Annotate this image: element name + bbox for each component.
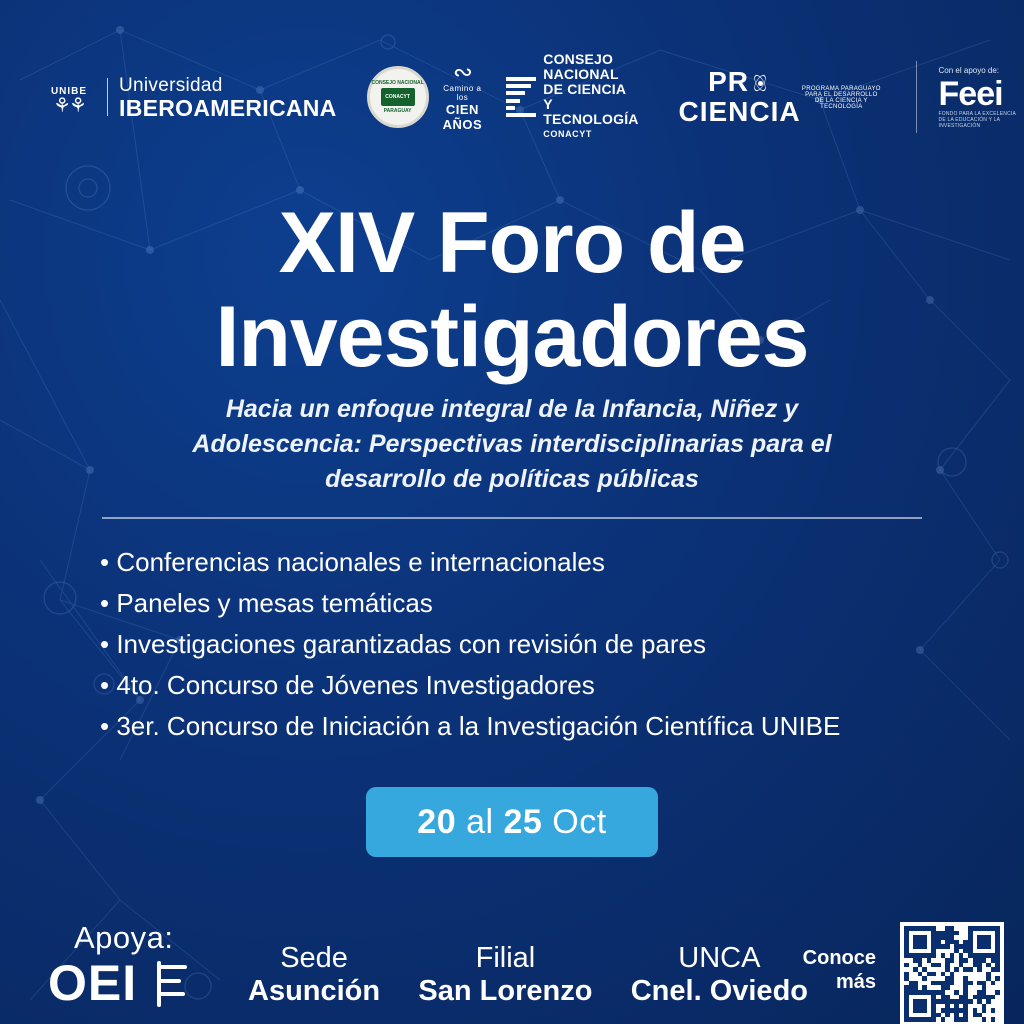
unibe-glyph-icon: ⚘⚘ xyxy=(53,95,85,117)
unibe-mark-label: UNIBE xyxy=(50,86,88,97)
unibe-mark-icon xyxy=(42,78,96,116)
page-title: XIV Foro de Investigadores xyxy=(215,195,809,385)
conacyt-line2: DE CIENCIA xyxy=(543,81,627,97)
conacyt-bars-icon xyxy=(506,77,536,117)
date-connector: al xyxy=(466,802,494,841)
page-subtitle: Hacia un enfoque integral de la Infancia, Niñez y Adolescencia: Perspectivas interdisciplinarias para el desarrollo de políticas públicas xyxy=(192,395,832,493)
feei-wordmark: Feei xyxy=(938,74,1003,113)
list-item-label: Conferencias nacionales e internacionales xyxy=(116,547,605,577)
horizontal-divider xyxy=(102,517,922,519)
feei-subtitle: FONDO PARA LA EXCELENCIA DE LA EDUCACIÓN Y LA INVESTIGACIÓN xyxy=(938,110,1016,129)
list-item: • Conferencias nacionales e internacionales xyxy=(100,547,605,577)
oei-mark-icon xyxy=(145,959,191,1007)
campus-line2: Asunción xyxy=(248,975,381,1007)
qr-caption xyxy=(780,946,876,994)
list-item: • Investigaciones garantizadas con revisión de pares xyxy=(100,629,707,659)
seal-top-text: CONSEJO NACIONAL xyxy=(371,80,424,86)
campus-line2: Cnel. Oviedo xyxy=(630,975,808,1007)
event-date-badge xyxy=(366,787,658,857)
date-month: Oct xyxy=(552,802,607,841)
logo-cien-anos xyxy=(442,59,483,132)
campus-list xyxy=(248,942,808,1008)
sponsor-logo-bar xyxy=(0,51,1024,139)
cien-line1: Camino a los xyxy=(443,84,482,102)
atom-icon xyxy=(749,72,771,94)
campus-line2: San Lorenzo xyxy=(418,975,593,1007)
logo-oei xyxy=(48,955,191,1011)
campus-item-san-lorenzo xyxy=(418,942,592,1008)
conacyt-line3: Y TECNOLOGÍA xyxy=(543,96,639,127)
logo-prociencia xyxy=(678,67,882,127)
seal-icon xyxy=(367,66,429,128)
apoya-label: Apoya: xyxy=(74,920,174,955)
feei-top-label: Con el apoyo de: xyxy=(938,65,1000,75)
prociencia-subtitle: PROGRAMA PARAGUAYO PARA EL DESARROLLO DE LA CIENCIA Y TECNOLOGÍA xyxy=(801,86,881,110)
list-item-label: 4to. Concurso de Jóvenes Investigadores xyxy=(116,670,595,700)
campus-line1: Sede xyxy=(280,942,348,974)
seal-center-text: CONACYT xyxy=(381,88,415,106)
prociencia-title-right: CIENCIA xyxy=(678,96,801,127)
conacyt-acronym: CONACYT xyxy=(543,129,592,139)
qr-code-matrix xyxy=(904,926,1000,1022)
conacyt-line1: CONSEJO NACIONAL xyxy=(543,51,619,82)
list-item: • Paneles y mesas temáticas xyxy=(100,588,433,618)
seal-bottom-text: PARAGUAY xyxy=(383,108,412,114)
list-item: • 4to. Concurso de Jóvenes Investigadores xyxy=(100,670,595,700)
logo-feei xyxy=(939,66,1024,129)
list-item-label: Investigaciones garantizadas con revisión de pares xyxy=(116,629,707,659)
cien-line2: CIEN AÑOS xyxy=(442,102,483,132)
list-item: • 3er. Concurso de Iniciación a la Investigación Científica UNIBE xyxy=(100,711,841,741)
list-item-label: Paneles y mesas temáticas xyxy=(116,588,433,618)
logo-conacyt xyxy=(506,52,650,142)
campus-item-asuncion xyxy=(248,942,380,1008)
swoosh-icon: ∾ xyxy=(452,59,472,86)
qr-caption-line2: más xyxy=(835,971,876,993)
qr-code-icon[interactable] xyxy=(900,922,1004,1024)
unibe-line2: IBEROAMERICANA xyxy=(119,94,337,121)
list-item-label: 3er. Concurso de Iniciación a la Investigación Científica UNIBE xyxy=(116,711,841,741)
qr-caption-line1: Conoce xyxy=(802,947,876,969)
prociencia-title-left: PR xyxy=(708,66,749,97)
logo-divider xyxy=(107,78,108,116)
logo-unibe xyxy=(42,75,337,120)
date-day-from: 20 xyxy=(417,802,457,841)
campus-line1: Filial xyxy=(475,942,536,974)
logo-conacyt-seal xyxy=(367,66,429,128)
unibe-line1: Universidad xyxy=(119,74,223,96)
date-day-to: 25 xyxy=(503,802,543,841)
campus-line1: UNCA xyxy=(678,942,761,974)
highlights-list xyxy=(100,542,940,747)
oei-wordmark: OEI xyxy=(48,955,138,1011)
